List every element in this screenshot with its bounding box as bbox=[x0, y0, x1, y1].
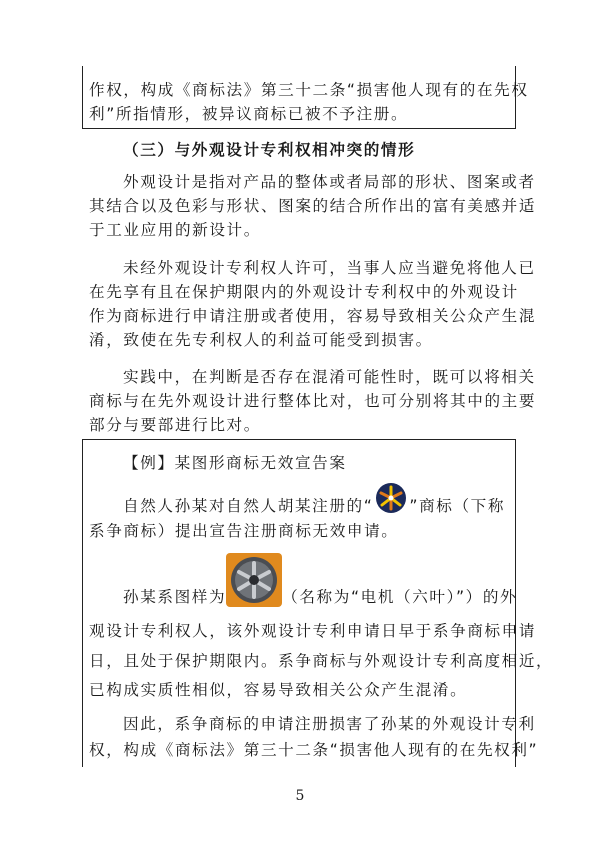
example-line bbox=[123, 496, 509, 516]
example-text: 自然人孙某对自然人胡某注册的“ bbox=[123, 497, 374, 515]
text-line: 未经外观设计专利权人许可，当事人应当避免将他人已 bbox=[123, 259, 536, 277]
example-line: 系争商标）提出宣告注册商标无效申请。 bbox=[89, 522, 399, 540]
text-line: 商标与在先外观设计进行整体比对，也可分别将其中的主要 bbox=[89, 392, 537, 410]
text-line: 淆，致使在先专利权人的利益可能受到损害。 bbox=[89, 331, 433, 349]
text-line: 其结合以及色彩与形状、图案的结合所作出的富有美感并适 bbox=[89, 197, 537, 215]
text-line: 利”所指情形，被异议商标已被不予注册。 bbox=[89, 105, 409, 123]
text-line: 作权，构成《商标法》第三十二条“损害他人现有的在先权 bbox=[89, 81, 529, 99]
example-text: （名称为“电机（六叶）”）的外 bbox=[282, 588, 518, 606]
section-heading: （三）与外观设计专利权相冲突的情形 bbox=[123, 141, 416, 159]
text-line: 作为商标进行申请注册或者使用，容易导致相关公众产生混 bbox=[89, 307, 537, 325]
text-line: 于工业应用的新设计。 bbox=[89, 221, 261, 239]
text-line: 实践中，在判断是否存在混淆可能性时，既可以将相关 bbox=[123, 368, 536, 386]
example-title: 【例】某图形商标无效宣告案 bbox=[123, 454, 347, 472]
text-line: 外观设计是指对产品的整体或者局部的形状、图案或者 bbox=[123, 173, 536, 191]
text-line: 部分与要部进行比对。 bbox=[89, 416, 261, 434]
example-line: 因此，系争商标的申请注册损害了孙某的外观设计专利 bbox=[123, 715, 536, 733]
star-trademark-image bbox=[373, 481, 409, 515]
example-line: 权，构成《商标法》第三十二条“损害他人现有的在先权利” bbox=[89, 741, 539, 759]
example-text: ”商标（下称 bbox=[409, 497, 506, 515]
example-line bbox=[123, 587, 518, 607]
example-line: 日，且处于保护期限内。系争商标与外观设计专利高度相近， bbox=[89, 652, 554, 670]
example-line: 已构成实质性相似，容易导致相关公众产生混淆。 bbox=[89, 681, 468, 699]
motor-design-image bbox=[226, 553, 282, 607]
example-text: 孙某系图样为 bbox=[123, 588, 227, 606]
example-line: 观设计专利权人，该外观设计专利申请日早于系争商标申请 bbox=[89, 622, 537, 640]
page-number: 5 bbox=[295, 788, 305, 804]
text-line: 在先享有且在保护期限内的外观设计专利权中的外观设计 bbox=[89, 283, 519, 301]
